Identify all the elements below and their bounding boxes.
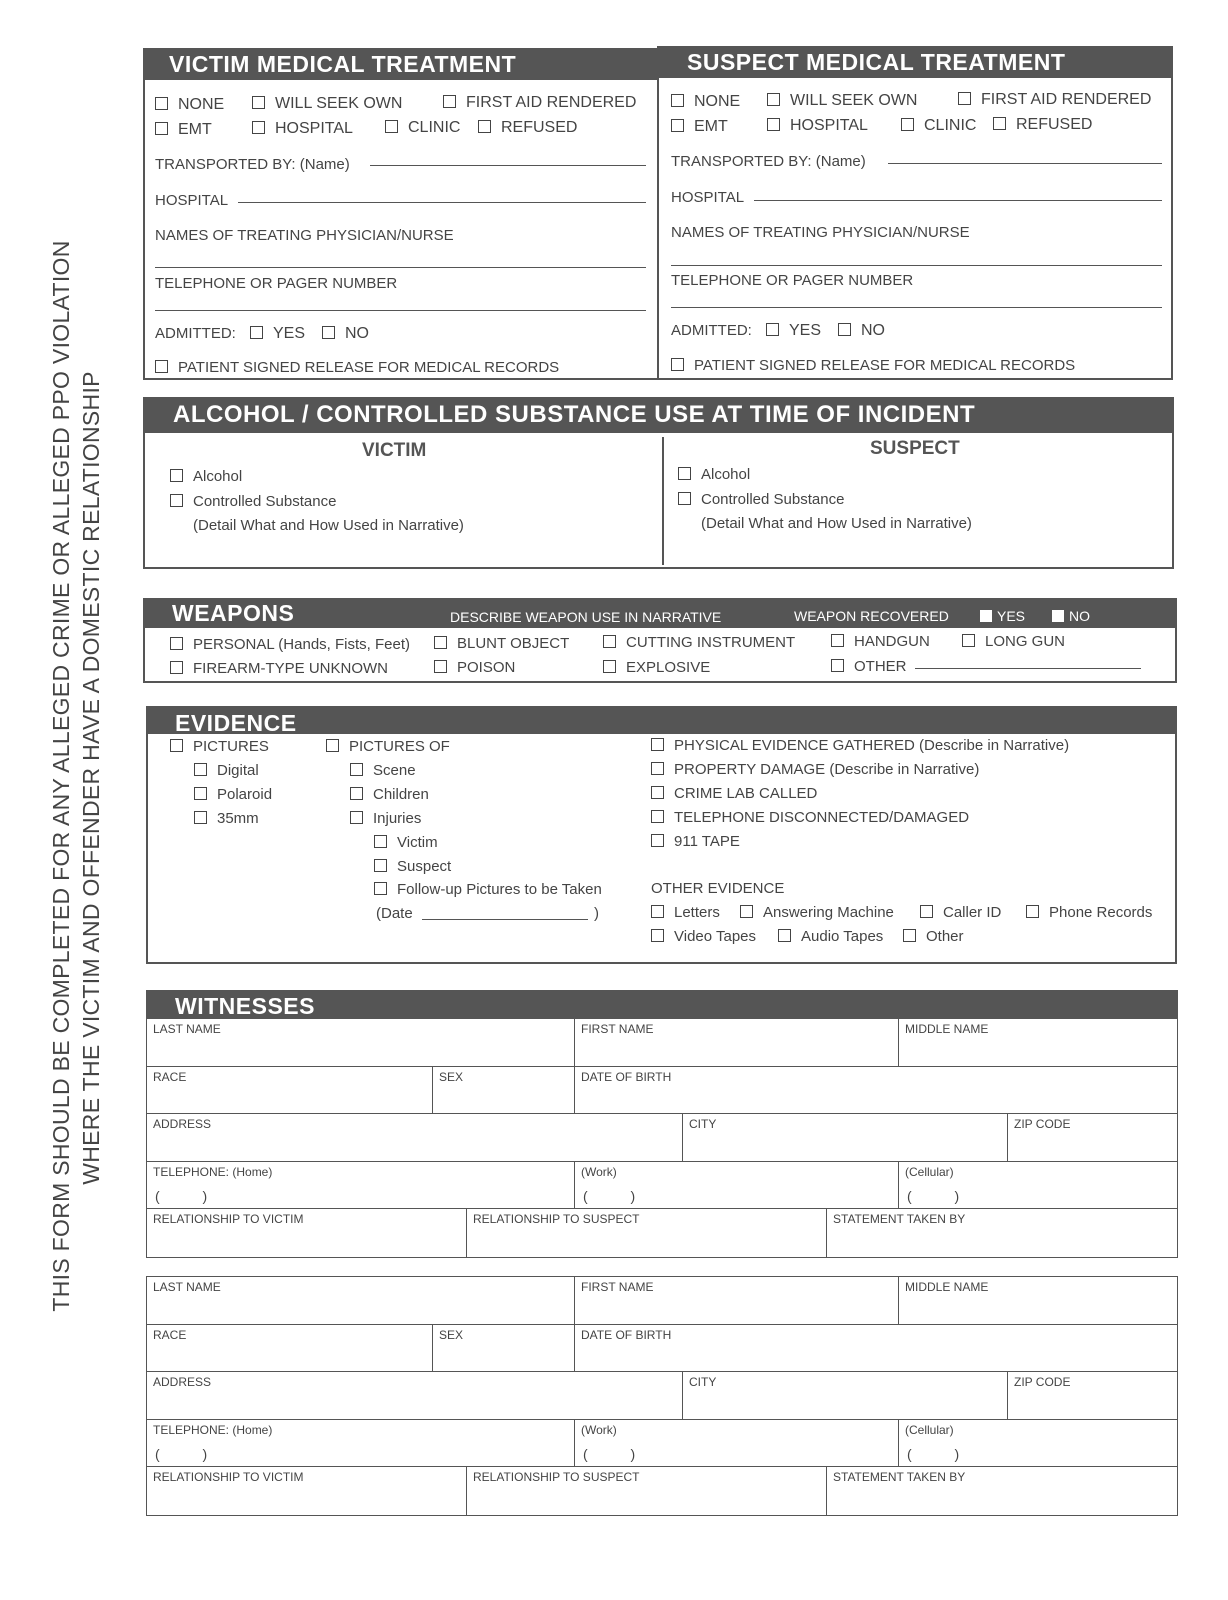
evidence-title: EVIDENCE	[175, 710, 297, 736]
w2-telephone-cell-field[interactable]: (Cellular) ( )	[898, 1419, 1178, 1467]
w1-address-field[interactable]: ADDRESS	[146, 1113, 683, 1162]
victim-transported-label: TRANSPORTED BY: (Name)	[155, 156, 350, 173]
weapon-cutting-checkbox[interactable]: CUTTING INSTRUMENT	[603, 634, 795, 651]
w1-telephone-work-field[interactable]: (Work) ( )	[574, 1161, 899, 1209]
victim-hospital-label: HOSPITAL	[155, 192, 229, 209]
suspect-admitted-no-checkbox[interactable]: NO	[838, 322, 885, 340]
w2-middle-name-field[interactable]: MIDDLE NAME	[898, 1276, 1178, 1325]
evidence-injuries-checkbox[interactable]: Injuries	[350, 810, 421, 827]
suspect-hospital-label: HOSPITAL	[671, 189, 745, 206]
weapon-poison-checkbox[interactable]: POISON	[434, 659, 515, 676]
weapon-firearm-checkbox[interactable]: FIREARM-TYPE UNKNOWN	[170, 660, 388, 677]
evidence-date-close: )	[594, 905, 599, 922]
evidence-audio-checkbox[interactable]: Audio Tapes	[778, 928, 883, 945]
victim-hospital-checkbox[interactable]: HOSPITAL	[252, 120, 353, 138]
suspect-telephone-label: TELEPHONE OR PAGER NUMBER	[671, 272, 914, 289]
suspect-telephone-line[interactable]	[671, 307, 1162, 308]
alcohol-victim-heading: VICTIM	[362, 440, 427, 461]
w1-first-name-field[interactable]: FIRST NAME	[574, 1018, 899, 1067]
suspect-physician-line[interactable]	[671, 265, 1162, 266]
suspect-admitted-label: ADMITTED:	[671, 322, 752, 339]
victim-admitted-no-checkbox[interactable]: NO	[322, 325, 369, 343]
weapon-recovered-label: WEAPON RECOVERED	[794, 608, 949, 624]
w2-telephone-work-field[interactable]: (Work) ( )	[574, 1419, 899, 1467]
w1-telephone-home-field[interactable]: TELEPHONE: (Home) ( )	[146, 1161, 575, 1209]
victim-telephone-label: TELEPHONE OR PAGER NUMBER	[155, 275, 398, 292]
suspect-controlled-checkbox[interactable]: Controlled Substance	[678, 491, 844, 508]
suspect-hospital-checkbox[interactable]: HOSPITAL	[767, 117, 868, 135]
evidence-35mm-checkbox[interactable]: 35mm	[194, 810, 259, 827]
victim-alcohol-checkbox[interactable]: Alcohol	[170, 468, 242, 485]
suspect-transported-line[interactable]	[888, 163, 1162, 164]
evidence-polaroid-checkbox[interactable]: Polaroid	[194, 786, 272, 803]
alcohol-suspect-heading: SUSPECT	[870, 438, 960, 459]
w1-dob-field[interactable]: DATE OF BIRTH	[574, 1066, 1178, 1114]
witnesses-title: WITNESSES	[175, 993, 315, 1019]
other-evidence-label: OTHER EVIDENCE	[651, 880, 785, 897]
w2-sex-field[interactable]: SEX	[432, 1324, 575, 1372]
suspect-alcohol-checkbox[interactable]: Alcohol	[678, 466, 750, 483]
w1-last-name-field[interactable]: LAST NAME	[146, 1018, 575, 1067]
suspect-none-checkbox[interactable]: NONE	[671, 93, 740, 111]
victim-emt-checkbox[interactable]: EMT	[155, 121, 212, 139]
w2-statement-taken-field[interactable]: STATEMENT TAKEN BY	[826, 1466, 1178, 1516]
victim-physician-label: NAMES OF TREATING PHYSICIAN/NURSE	[155, 227, 454, 244]
weapon-explosive-checkbox[interactable]: EXPLOSIVE	[603, 659, 710, 676]
evidence-children-checkbox[interactable]: Children	[350, 786, 429, 803]
w1-middle-name-field[interactable]: MIDDLE NAME	[898, 1018, 1178, 1067]
weapon-long-gun-checkbox[interactable]: LONG GUN	[962, 633, 1065, 650]
weapons-describe-note: DESCRIBE WEAPON USE IN NARRATIVE	[450, 609, 722, 625]
weapon-handgun-checkbox[interactable]: HANDGUN	[831, 633, 930, 650]
w2-relationship-victim-field[interactable]: RELATIONSHIP TO VICTIM	[146, 1466, 467, 1516]
side-note-line1: THIS FORM SHOULD BE COMPLETED FOR ANY ALLEGED CRIME OR ALLEGED PPO VIOLATION	[48, 240, 74, 1312]
w2-address-field[interactable]: ADDRESS	[146, 1371, 683, 1420]
suspect-detail-note: (Detail What and How Used in Narrative)	[701, 515, 972, 532]
victim-detail-note: (Detail What and How Used in Narrative)	[193, 517, 464, 534]
alcohol-title: ALCOHOL / CONTROLLED SUBSTANCE USE AT TIME OF INCIDENT	[143, 397, 1174, 433]
w2-first-name-field[interactable]: FIRST NAME	[574, 1276, 899, 1325]
weapon-blunt-checkbox[interactable]: BLUNT OBJECT	[434, 635, 569, 652]
suspect-transported-label: TRANSPORTED BY: (Name)	[671, 153, 866, 170]
evidence-date-line[interactable]	[422, 919, 588, 920]
suspect-will-seek-own-checkbox[interactable]: WILL SEEK OWN	[767, 92, 917, 110]
w1-statement-taken-field[interactable]: STATEMENT TAKEN BY	[826, 1208, 1178, 1258]
evidence-caller-id-checkbox[interactable]: Caller ID	[920, 904, 1001, 921]
evidence-injuries-victim-checkbox[interactable]: Victim	[374, 834, 438, 851]
suspect-physician-label: NAMES OF TREATING PHYSICIAN/NURSE	[671, 224, 970, 241]
suspect-medical-title: SUSPECT MEDICAL TREATMENT	[657, 46, 1173, 78]
w1-telephone-cell-field[interactable]: (Cellular) ( )	[898, 1161, 1178, 1209]
evidence-injuries-suspect-checkbox[interactable]: Suspect	[374, 858, 451, 875]
alcohol-divider	[662, 437, 664, 565]
suspect-emt-checkbox[interactable]: EMT	[671, 118, 728, 136]
evidence-digital-checkbox[interactable]: Digital	[194, 762, 259, 779]
suspect-release-checkbox[interactable]: PATIENT SIGNED RELEASE FOR MEDICAL RECORDS	[671, 357, 1075, 374]
victim-medical-title: VICTIM MEDICAL TREATMENT	[143, 48, 659, 80]
evidence-followup-checkbox[interactable]: Follow-up Pictures to be Taken	[374, 881, 602, 898]
evidence-crime-lab-checkbox[interactable]: CRIME LAB CALLED	[651, 785, 817, 802]
evidence-911-tape-checkbox[interactable]: 911 TAPE	[651, 833, 740, 850]
evidence-physical-checkbox[interactable]: PHYSICAL EVIDENCE GATHERED (Describe in Narrative)	[651, 737, 1069, 754]
suspect-first-aid-checkbox[interactable]: FIRST AID RENDERED	[958, 91, 1151, 109]
w2-last-name-field[interactable]: LAST NAME	[146, 1276, 575, 1325]
evidence-property-checkbox[interactable]: PROPERTY DAMAGE (Describe in Narrative)	[651, 761, 979, 778]
victim-will-seek-own-checkbox[interactable]: WILL SEEK OWN	[252, 95, 402, 113]
victim-refused-checkbox[interactable]: REFUSED	[478, 119, 577, 137]
evidence-date-label: (Date	[376, 905, 413, 922]
w1-zip-field[interactable]: ZIP CODE	[1007, 1113, 1178, 1162]
evidence-phone-records-checkbox[interactable]: Phone Records	[1026, 904, 1152, 921]
side-note-line2: WHERE THE VICTIM AND OFFENDER HAVE A DOMESTIC RELATIONSHIP	[78, 371, 104, 1185]
suspect-refused-checkbox[interactable]: REFUSED	[993, 116, 1092, 134]
evidence-letters-checkbox[interactable]: Letters	[651, 904, 720, 921]
evidence-video-checkbox[interactable]: Video Tapes	[651, 928, 756, 945]
w2-telephone-home-field[interactable]: TELEPHONE: (Home) ( )	[146, 1419, 575, 1467]
suspect-clinic-checkbox[interactable]: CLINIC	[901, 117, 976, 135]
w1-relationship-victim-field[interactable]: RELATIONSHIP TO VICTIM	[146, 1208, 467, 1258]
victim-admitted-yes-checkbox[interactable]: YES	[250, 325, 305, 343]
weapon-personal-checkbox[interactable]: PERSONAL (Hands, Fists, Feet)	[170, 636, 410, 653]
w2-zip-field[interactable]: ZIP CODE	[1007, 1371, 1178, 1420]
evidence-other-checkbox[interactable]: Other	[903, 928, 964, 945]
suspect-admitted-yes-checkbox[interactable]: YES	[766, 322, 821, 340]
weapon-other-checkbox[interactable]: OTHER	[831, 658, 907, 675]
victim-admitted-label: ADMITTED:	[155, 325, 236, 342]
victim-transported-line[interactable]	[370, 165, 646, 166]
w1-city-field[interactable]: CITY	[682, 1113, 1008, 1162]
weapon-recovered-no-checkbox[interactable]: NO	[1052, 608, 1090, 624]
victim-telephone-line[interactable]	[155, 310, 646, 311]
weapon-recovered-yes-checkbox[interactable]: YES	[980, 608, 1025, 624]
w1-race-field[interactable]: RACE	[146, 1066, 433, 1114]
victim-physician-line[interactable]	[155, 267, 646, 268]
w2-dob-field[interactable]: DATE OF BIRTH	[574, 1324, 1178, 1372]
w2-race-field[interactable]: RACE	[146, 1324, 433, 1372]
suspect-hospital-line[interactable]	[754, 200, 1162, 201]
w1-sex-field[interactable]: SEX	[432, 1066, 575, 1114]
evidence-pictures-of-checkbox[interactable]: PICTURES OF	[326, 738, 450, 755]
evidence-telephone-checkbox[interactable]: TELEPHONE DISCONNECTED/DAMAGED	[651, 809, 969, 826]
w1-relationship-suspect-field[interactable]: RELATIONSHIP TO SUSPECT	[466, 1208, 827, 1258]
victim-release-checkbox[interactable]: PATIENT SIGNED RELEASE FOR MEDICAL RECORDS	[155, 359, 559, 376]
w2-relationship-suspect-field[interactable]: RELATIONSHIP TO SUSPECT	[466, 1466, 827, 1516]
victim-first-aid-checkbox[interactable]: FIRST AID RENDERED	[443, 94, 636, 112]
victim-controlled-checkbox[interactable]: Controlled Substance	[170, 493, 336, 510]
evidence-header	[146, 706, 1177, 734]
evidence-pictures-checkbox[interactable]: PICTURES	[170, 738, 269, 755]
weapon-other-line[interactable]	[915, 668, 1141, 669]
victim-hospital-line[interactable]	[238, 202, 646, 203]
weapons-title: WEAPONS	[172, 600, 295, 626]
evidence-scene-checkbox[interactable]: Scene	[350, 762, 416, 779]
evidence-answering-checkbox[interactable]: Answering Machine	[740, 904, 894, 921]
w2-city-field[interactable]: CITY	[682, 1371, 1008, 1420]
victim-none-checkbox[interactable]: NONE	[155, 96, 224, 114]
victim-clinic-checkbox[interactable]: CLINIC	[385, 119, 460, 137]
